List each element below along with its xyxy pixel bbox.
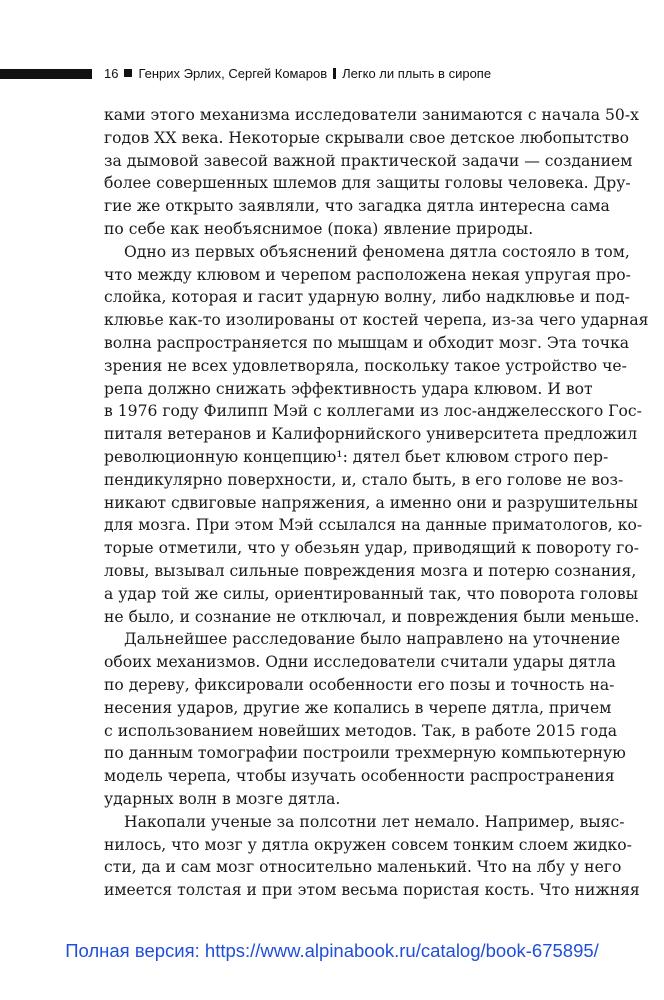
bar-separator-icon <box>333 68 336 79</box>
text-line: по дереву, фиксировали особенности его позы и точность на- <box>104 675 615 694</box>
text-line: слойка, которая и гасит ударную волну, либо надклювье и под- <box>104 288 630 307</box>
text-line: ками этого механизма исследователи занимаются с начала 50-х <box>104 106 639 124</box>
text-line: ударных волн в мозге дятла. <box>104 789 341 808</box>
text-line: имеется толстая и при этом весьма пористая кость. Что нижняя <box>104 881 640 900</box>
text-line: более совершенных шлемов для защиты головы человека. Дру- <box>104 174 631 193</box>
text-line: по данным томографии построили трехмерную компьютерную <box>104 744 626 763</box>
text-line: сти, да и сам мозг относительно маленький. Что на лбу у него <box>104 858 622 877</box>
text-line: несения ударов, другие же копались в черепе дятла, причем <box>104 698 612 717</box>
text-line: с использованием новейших методов. Так, в работе 2015 года <box>104 721 618 740</box>
text-line: за дымовой завесой важной практической задачи — созданием <box>104 151 633 170</box>
text-line: пендикулярно поверхности, и, стало быть, в его голове не воз- <box>104 470 624 489</box>
header-text <box>104 64 491 84</box>
text-line: обоих механизмов. Одни исследователи считали удары дятла <box>104 653 616 672</box>
text-line: волна распространяется по мышцам и обходит мозг. Эта точка <box>104 333 630 352</box>
text-line: зрения не всех удовлетворяла, поскольку такое устройство че- <box>104 356 627 375</box>
page-body <box>104 104 649 902</box>
text-line: Дальнейшее расследование было направлено на уточнение <box>124 630 621 649</box>
text-line: годов XX века. Некоторые скрывали свое детское любопытство <box>104 128 629 147</box>
text-line: гие же открыто заявляли, что загадка дятла интересна сама <box>104 197 610 216</box>
text-line: ловы, вызывал сильные повреждения мозга и потерю сознания, <box>104 561 637 580</box>
header-bar <box>0 69 92 79</box>
text-line: что между клювом и черепом расположена некая упругая про- <box>104 265 631 284</box>
text-line: питаля ветеранов и Калифорнийского университета предложил <box>104 425 638 444</box>
header-authors: Генрих Эрлих, Сергей Комаров <box>138 66 328 81</box>
text-line: клювье как-то изолированы от костей черепа, из-за чего ударная <box>104 311 649 330</box>
text-line: не было, и сознание не отключал, и повреждения были меньше. <box>104 607 640 626</box>
text-line: в 1976 году Филипп Мэй с коллегами из лос-анджелесского Гос- <box>104 402 642 421</box>
text-line: нилось, что мозг у дятла окружен совсем тонким слоем жидко- <box>104 835 632 854</box>
text-line: никают сдвиговые напряжения, а именно они и разрушительны <box>104 493 638 512</box>
text-line: революционную концепцию¹: дятел бьет клювом строго пер- <box>104 447 609 466</box>
text-line: репа должно снижать эффективность удара клювом. И вот <box>104 379 593 398</box>
text-line: по себе как необъяснимое (пока) явление природы. <box>104 219 534 238</box>
text-line: Одно из первых объяснений феномена дятла состояло в том, <box>124 242 630 261</box>
page-number: 16 <box>104 66 119 81</box>
header-book-title: Легко ли плыть в сиропе <box>342 66 492 81</box>
full-version-link[interactable]: Полная версия: https://www.alpinabook.ru/catalog/book-675895/ <box>65 940 599 961</box>
square-separator-icon <box>124 69 132 77</box>
text-line: для мозга. При этом Мэй ссылался на данные приматологов, ко- <box>104 516 643 535</box>
text-line: торые отметили, что у обезьян удар, приводящий к повороту го- <box>104 539 639 558</box>
running-header <box>0 64 664 86</box>
text-line: Накопали ученые за полсотни лет немало. Например, выяс- <box>124 812 625 831</box>
text-line: модель черепа, чтобы изучать особенности распространения <box>104 767 615 786</box>
text-line: а удар той же силы, ориентированный так, что поворота головы <box>104 584 639 603</box>
